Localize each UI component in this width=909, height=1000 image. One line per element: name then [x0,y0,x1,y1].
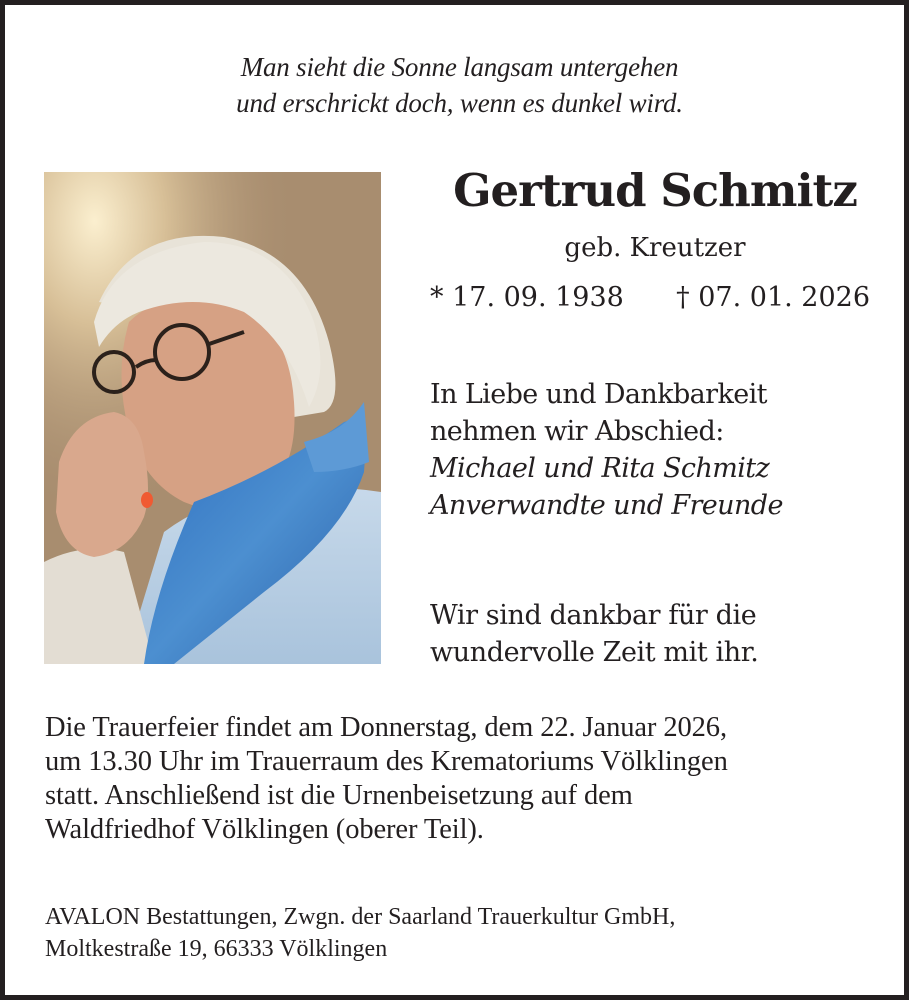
gratitude-text [430,597,900,671]
funeral-line: um 13.30 Uhr im Trauerraum des Krematoriums Völklingen [45,746,728,777]
quote-line: und erschrickt doch, wenn es dunkel wird. [236,88,683,118]
death-date: † 07. 01. 2026 [676,282,870,313]
funeral-line: statt. Anschließend ist die Urnenbeisetzung auf dem [45,780,633,811]
memorial-quote [5,49,909,121]
maiden-name: geb. Kreutzer [564,233,746,263]
undertaker-info [45,901,885,965]
gratitude-line: Wir sind dankbar für die [430,600,757,631]
quote-line: Man sieht die Sonne langsam untergehen [240,52,679,82]
mourner-name: Anverwandte und Freunde [430,490,783,521]
funeral-line: Die Trauerfeier findet am Donnerstag, dem 22. Januar 2026, [45,712,727,743]
funeral-line: Waldfriedhof Völklingen (oberer Teil). [45,814,484,845]
mourner-name: Michael und Rita Schmitz [430,453,770,484]
farewell-line: In Liebe und Dankbarkeit [430,379,767,410]
portrait-photo [44,172,381,664]
portrait-illustration [44,172,381,664]
farewell-block [430,376,900,524]
farewell-line: nehmen wir Abschied: [430,416,724,447]
funeral-details [45,711,885,847]
nail-polish [141,492,153,508]
undertaker-line: Moltkestraße 19, 66333 Völklingen [45,936,388,962]
birth-date: * 17. 09. 1938 [430,282,624,313]
deceased-name: Gertrud Schmitz [453,164,857,217]
undertaker-line: AVALON Bestattungen, Zwgn. der Saarland Trauerkultur GmbH, [45,904,676,930]
life-dates [430,280,880,316]
gratitude-line: wundervolle Zeit mit ihr. [430,637,759,668]
